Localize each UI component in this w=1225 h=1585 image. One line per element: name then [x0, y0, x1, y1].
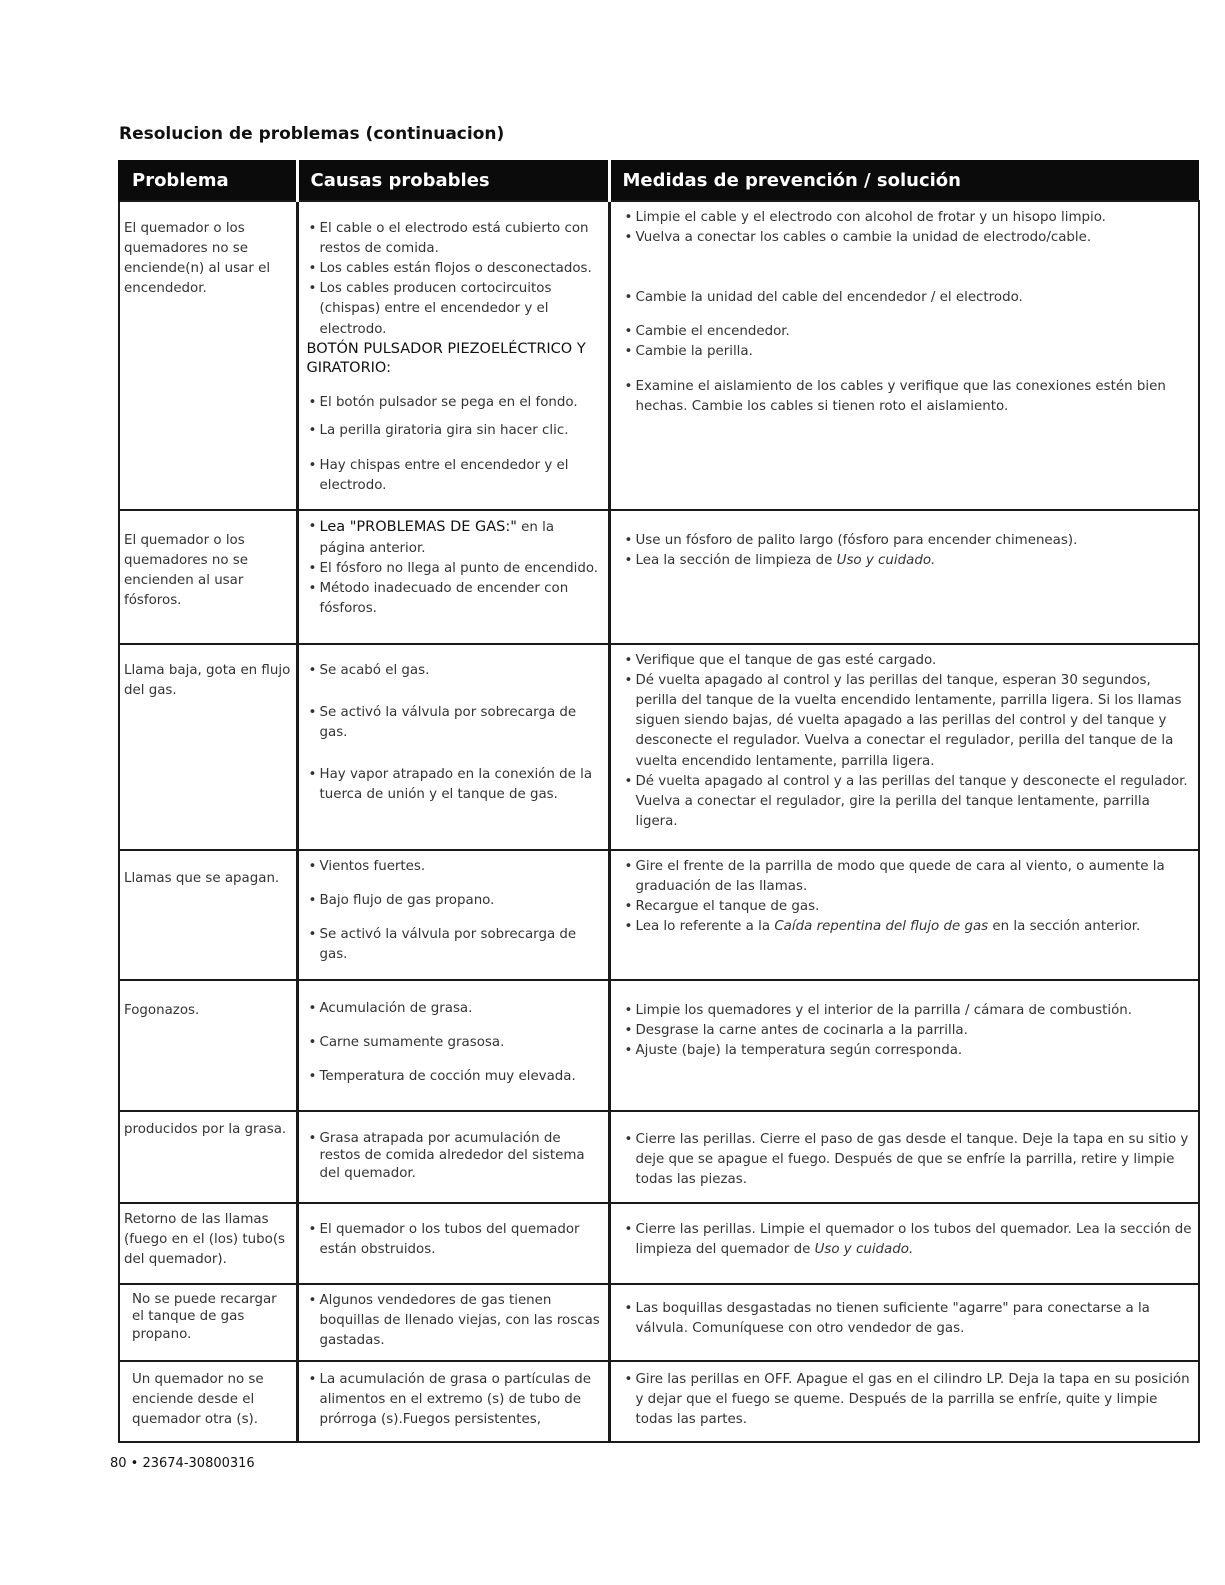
solution-item: • Gire el frente de la parrilla de modo que quede de cara al viento, o aumente la graduación de las llamas.: [623, 857, 1195, 897]
cause-item: • Se acabó el gas.: [307, 661, 604, 681]
cause-item: • Grasa atrapada por acumulación de restos de comida alrededor del sistema del quemador.: [307, 1130, 604, 1182]
solution-italic: Uso y cuidado.: [814, 1242, 914, 1258]
cause-item: • Método inadecuado de encender con fósforos.: [307, 579, 604, 619]
problem-cell: [119, 1361, 297, 1442]
cause-item: • El fósforo no llega al punto de encendido.: [307, 559, 604, 579]
solution-item: • Limpie los quemadores y el interior de la parrilla / cámara de combustión.: [623, 1001, 1195, 1021]
causes-cell: [297, 201, 609, 510]
solution-item: • Limpie el cable y el electrodo con alcohol de frotar y un hisopo limpio.: [623, 208, 1195, 228]
cause-item: • Se activó la válvula por sobrecarga de gas.: [307, 925, 604, 965]
solution-item: • Cambie la perilla.: [623, 342, 1195, 362]
solutions-cell: [609, 201, 1199, 510]
problem-text: Un quemador no se enciende desde el quemador otra (s).: [132, 1372, 264, 1428]
problem-text: producidos por la grasa.: [124, 1122, 287, 1137]
cause-item: • El quemador o los tubos del quemador están obstruidos.: [307, 1220, 604, 1260]
table-row: [119, 1111, 1199, 1203]
problem-cell: [119, 1284, 297, 1361]
solution-text: Lea la sección de limpieza de: [635, 553, 833, 569]
cause-item: • La perilla giratoria gira sin hacer clic.: [307, 421, 604, 441]
solution-item: • Desgrase la carne antes de cocinarla a la parrilla.: [623, 1021, 1195, 1041]
cause-item: • Los cables están flojos o desconectados.: [307, 259, 604, 279]
problem-cell: [119, 201, 297, 510]
solutions-cell: [609, 1284, 1199, 1361]
cause-item: • Bajo flujo de gas propano.: [307, 891, 604, 911]
causes-cell: [297, 1361, 609, 1442]
solution-item: • Cambie el encendedor.: [623, 322, 1195, 342]
solution-item: • Dé vuelta apagado al control y las perillas del tanque, esperan 30 segundos, perilla del tanque de la vuelta encendido lentamente, parrilla ligera. Si los llamas siguen siendo bajas, dé vuelta apagado a las perillas del control y del tanque y desconecte el regulador. Vuelva a conectar el regulador, perilla del tanque de la vuelta encendido lentamente, parrilla ligera.: [623, 671, 1195, 772]
cause-item: • Acumulación de grasa.: [307, 999, 604, 1019]
problem-cell: [119, 1111, 297, 1203]
header-solutions: Medidas de prevención / solución: [609, 160, 1199, 201]
problem-cell: [119, 644, 297, 850]
page-title: Resolucion de problemas (continuacion): [119, 124, 505, 144]
solution-text: Lea lo referente a la: [635, 919, 775, 935]
solutions-cell: [609, 1203, 1199, 1284]
causes-cell: [297, 1111, 609, 1203]
solutions-cell: [609, 980, 1199, 1111]
problem-cell: [119, 510, 297, 644]
solution-text: en la sección anterior.: [988, 919, 1141, 935]
cause-item: • Los cables producen cortocircuitos (chispas) entre el encendedor y el electrodo.: [307, 279, 604, 339]
causes-cell: [297, 980, 609, 1111]
solution-item: [623, 1220, 1195, 1260]
cause-item: • El cable o el electrodo está cubierto con restos de comida.: [307, 219, 604, 259]
cause-item: • Se activó la válvula por sobrecarga de gas.: [307, 703, 604, 743]
causes-cell: [297, 644, 609, 850]
solutions-cell: [609, 850, 1199, 980]
cause-strong: Lea "PROBLEMAS DE GAS:": [319, 519, 517, 535]
table-header-row: [119, 160, 1199, 201]
problem-text: El quemador o los quemadores no se enciende(n) al usar el encendedor.: [124, 221, 271, 297]
table-row: [119, 201, 1199, 510]
cause-item: • Hay chispas entre el encendedor y el electrodo.: [307, 456, 604, 496]
solutions-cell: [609, 1361, 1199, 1442]
problem-text: Fogonazos.: [124, 1003, 200, 1018]
table-row: [119, 644, 1199, 850]
solution-item: [623, 917, 1195, 937]
solutions-cell: [609, 510, 1199, 644]
problem-cell: [119, 980, 297, 1111]
solution-item: • Vuelva a conectar los cables o cambie la unidad de electrodo/cable.: [623, 228, 1195, 248]
solution-item: • Gire las perillas en OFF. Apague el gas en el cilindro LP. Deja la tapa en su posición y dejar que el fuego se queme. Después de la parrilla se enfríe, quite y limpie todas las partes.: [623, 1370, 1195, 1430]
table-row: [119, 1361, 1199, 1442]
table-row: [119, 980, 1199, 1111]
solution-item: • Cierre las perillas. Cierre el paso de gas desde el tanque. Deje la tapa en su sitio y deje que se apague el fuego. Después de que se enfríe la parrilla, retire y limpie todas las piezas.: [623, 1130, 1195, 1190]
cause-item: [307, 517, 604, 559]
solution-italic: Uso y cuidado.: [836, 553, 936, 569]
cause-item: • Temperatura de cocción muy elevada.: [307, 1067, 604, 1087]
problem-text: Retorno de las llamas (fuego en el (los) tubo(s del quemador).: [124, 1212, 286, 1268]
solution-item: • Las boquillas desgastadas no tienen suficiente "agarre" para conectarse a la válvula. Comuníquese con otro vendedor de gas.: [623, 1299, 1195, 1339]
cause-item: • El botón pulsador se pega en el fondo.: [307, 393, 604, 413]
solution-item: • Use un fósforo de palito largo (fósforo para encender chimeneas).: [623, 531, 1195, 551]
cause-item: • La acumulación de grasa o partículas de alimentos en el extremo (s) de tubo de prórroga (s).Fuegos persistentes,: [307, 1370, 604, 1430]
problem-text: Llamas que se apagan.: [124, 871, 280, 886]
causes-cell: [297, 850, 609, 980]
problem-cell: [119, 1203, 297, 1284]
causes-cell: [297, 510, 609, 644]
causes-cell: [297, 1284, 609, 1361]
problem-text: No se puede recargar el tanque de gas propano.: [132, 1292, 277, 1342]
solutions-cell: [609, 1111, 1199, 1203]
header-causes: Causas probables: [297, 160, 609, 201]
solution-item: • Verifique que el tanque de gas esté cargado.: [623, 651, 1195, 671]
solution-italic: Caída repentina del flujo de gas: [774, 919, 989, 935]
solution-text: Cierre las perillas. Limpie el quemador o los tubos del quemador. Lea la sección de limpieza del quemador de: [635, 1222, 1192, 1258]
table-row: [119, 1203, 1199, 1284]
table-row: [119, 510, 1199, 644]
cause-item: • Carne sumamente grasosa.: [307, 1033, 604, 1053]
page-footer: 80 • 23674-30800316: [110, 1456, 255, 1471]
cause-item: • Vientos fuertes.: [307, 857, 604, 877]
solution-item: • Examine el aislamiento de los cables y verifique que las conexiones estén bien hechas. Cambie los cables si tienen roto el aislamiento.: [623, 377, 1195, 417]
problem-cell: [119, 850, 297, 980]
solution-item: • Dé vuelta apagado al control y a las perillas del tanque y desconecte el regulador. Vuelva a conectar el regulador, gire la perilla del tanque lentamente, parrilla ligera.: [623, 772, 1195, 832]
table-row: [119, 850, 1199, 980]
solution-item: [623, 551, 1195, 571]
causes-cell: [297, 1203, 609, 1284]
solution-item: • Ajuste (baje) la temperatura según corresponda.: [623, 1041, 1195, 1061]
cause-item: • Algunos vendedores de gas tienen boquillas de llenado viejas, con las roscas gastadas.: [307, 1291, 604, 1351]
solution-item: • Recargue el tanque de gas.: [623, 897, 1195, 917]
solutions-cell: [609, 644, 1199, 850]
problem-text: El quemador o los quemadores no se encienden al usar fósforos.: [124, 533, 249, 609]
cause-rest: en la página anterior.: [319, 520, 555, 556]
problem-text: Llama baja, gota en flujo del gas.: [124, 663, 291, 699]
cause-item: • Hay vapor atrapado en la conexión de la tuerca de unión y el tanque de gas.: [307, 765, 604, 805]
cause-heading: BOTÓN PULSADOR PIEZOELÉCTRICO Y GIRATORIO:: [306, 340, 586, 377]
troubleshooting-table: [118, 160, 1200, 1443]
solution-item: • Cambie la unidad del cable del encendedor / el electrodo.: [623, 288, 1195, 308]
header-problem: Problema: [119, 160, 297, 201]
table-row: [119, 1284, 1199, 1361]
